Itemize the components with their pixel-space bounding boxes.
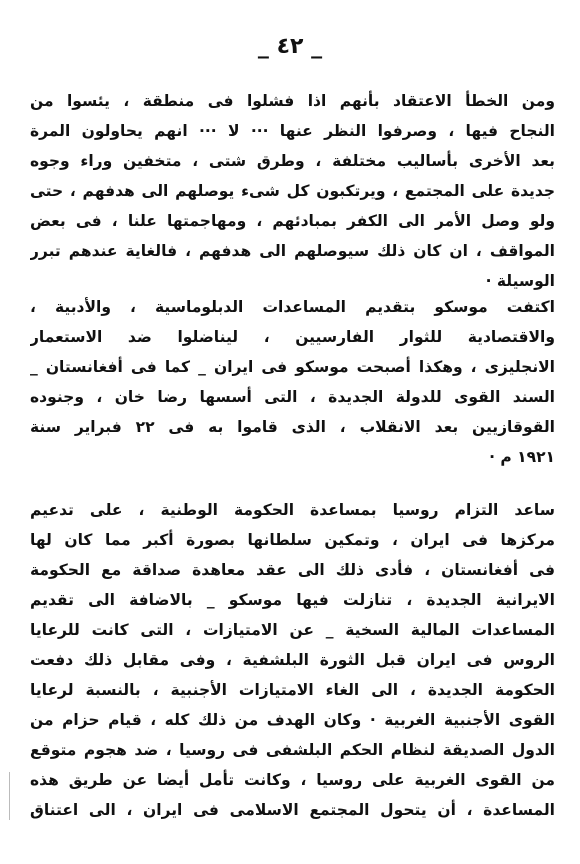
text-line: الدول الصديقة لنظام الحكم البلشفى فى روسيا ، ضد هجوم متوقع	[30, 741, 555, 759]
text-line: ومن الخطأ الاعتقاد بأنهم اذا فشلوا فى منطقة ، يئسوا من	[30, 92, 555, 110]
text-line: ١٩٢١ م ·	[489, 448, 555, 466]
paragraph-2	[30, 292, 555, 472]
text-line: ساعد التزام روسيا بمساعدة الحكومة الوطنية ، على تدعيم	[30, 501, 555, 519]
text-line: النجاح فيها ، وصرفوا النظر عنها ··· لا ··· انهم يحاولون المرة	[30, 122, 555, 140]
text-line: والاقتصادية للثوار الفارسيين ، ليناضلوا ضد الاستعمار	[30, 328, 555, 346]
text-line: ولو وصل الأمر الى الكفر بمبادئهم ، ومهاجمتها علنا ، فى بعض	[30, 212, 555, 230]
text-line: المساعدات المالية السخية _ عن الامتيازات ، التى كانت للرعايا	[30, 621, 555, 639]
text-line: جديدة على المجتمع ، ويرتكبون كل شىء يوصلهم الى هدفهم ، حتى	[30, 182, 555, 200]
text-line: القوقازيين بعد الانقلاب ، الذى قاموا به فى ٢٢ فبراير سنة	[30, 418, 555, 436]
text-line: فى أفغانستان ، فأدى ذلك الى عقد معاهدة صداقة مع الحكومة	[30, 561, 555, 579]
text-line: المساعدة ، أن يتحول المجتمع الاسلامى فى ايران ، الى اعتناق	[30, 801, 555, 819]
text-line: المواقف ، ان كان ذلك سيوصلهم الى هدفهم ، فالغاية عندهم تبرر	[30, 242, 555, 260]
text-line: الوسيلة ·	[485, 272, 555, 290]
text-line: السند القوى للدولة الجديدة ، التى أسسها رضا خان ، وجنوده	[30, 388, 555, 406]
text-line: اكتفت موسكو بتقديم المساعدات الدبلوماسية ، والأدبية ،	[30, 298, 555, 316]
text-line: بعد الأخرى بأساليب مختلفة ، وطرق شتى ، متخفين وراء وجوه	[30, 152, 555, 170]
text-line: الانجليزى ، وهكذا أصبحت موسكو فى ايران _ كما فى أفغانستان _	[30, 358, 555, 376]
text-line: من القوى الغربية على روسيا ، وكانت تأمل أيضا عن طريق هذه	[30, 771, 555, 789]
text-line: القوى الأجنبية الغربية · وكان الهدف من ذلك كله ، قيام حزام من	[30, 711, 555, 729]
text-line: الايرانية الجديدة ، تنازلت فيها موسكو _ بالاضافة الى تقديم	[30, 591, 555, 609]
scan-margin-mark	[9, 772, 10, 820]
page-number: _ ٤٢ _	[257, 34, 323, 59]
text-line: الحكومة الجديدة ، الى الغاء الامتيازات الأجنبية ، بالنسبة لرعايا	[30, 681, 555, 699]
text-line: مركزها فى ايران ، وتمكين سلطانها بصورة أكبر مما كان لها	[30, 531, 555, 549]
paragraph-3	[30, 495, 555, 825]
text-line: الروس فى ايران قبل الثورة البلشفية ، وفى مقابل ذلك دفعت	[30, 651, 555, 669]
paragraph-1	[30, 86, 555, 296]
